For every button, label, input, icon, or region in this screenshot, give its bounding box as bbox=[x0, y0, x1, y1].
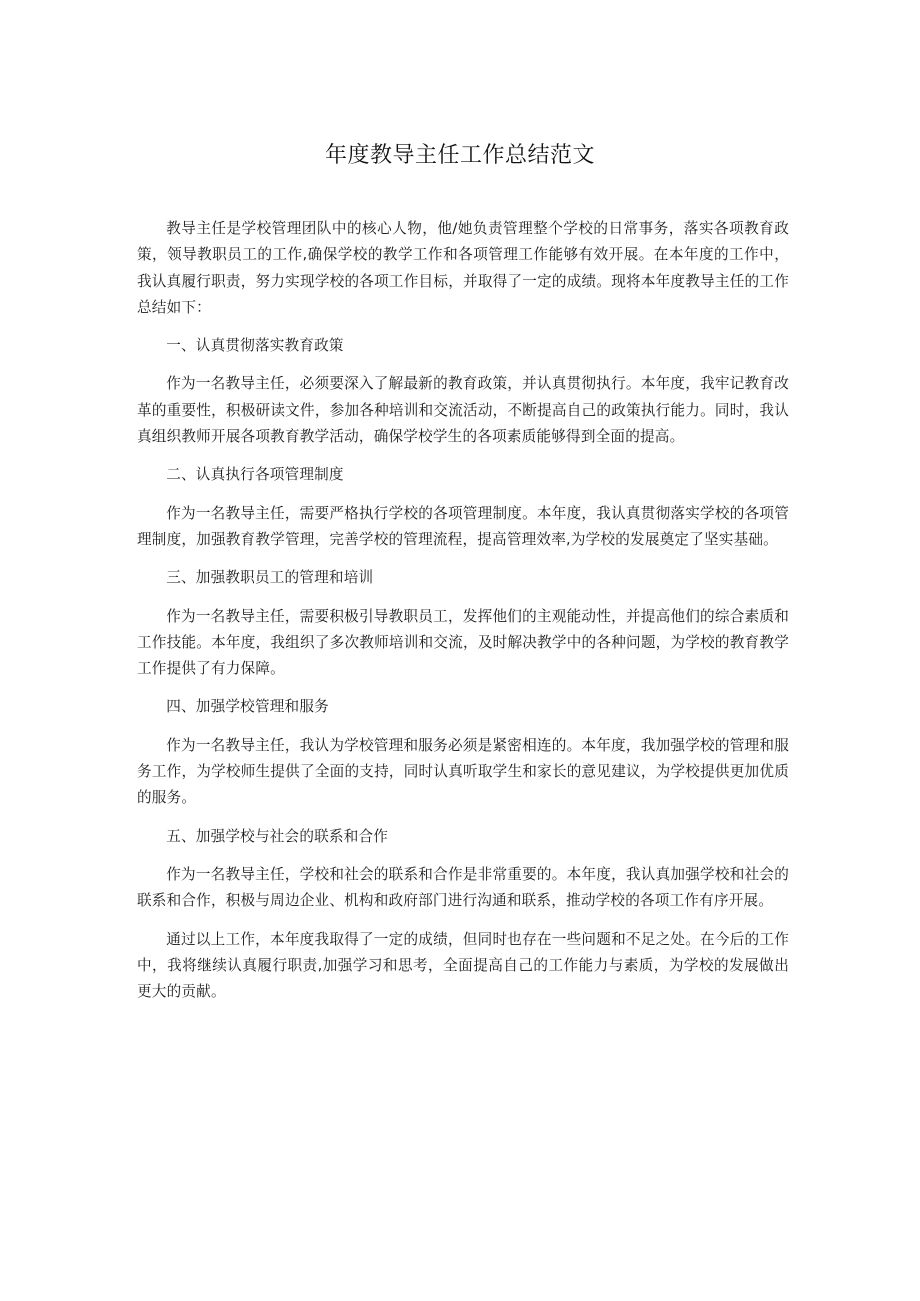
section-body-5: 作为一名教导主任，学校和社会的联系和合作是非常重要的。本年度，我认真加强学校和社会的联系和合作，积极与周边企业、机构和政府部门进行沟通和联系，推动学校的各项工作有序开展。 bbox=[137, 865, 789, 910]
section-body-2: 作为一名教导主任，需要严格执行学校的各项管理制度。本年度，我认真贯彻落实学校的各项管理制度，加强教育教学管理，完善学校的管理流程，提高管理效率,为学校的发展奠定了坚实基础。 bbox=[137, 504, 789, 548]
section-body-3: 作为一名教导主任，需要积极引导教职员工，发挥他们的主观能动性，并提高他们的综合素质和工作技能。本年度，我组织了多次教师培训和交流，及时解决教学中的各种问题，为学校的教育教学工作提供了有力保障。 bbox=[137, 607, 789, 678]
section-body-4: 作为一名教导主任，我认为学校管理和服务必须是紧密相连的。本年度，我加强学校的管理和服务工作，为学校师生提供了全面的支持，同时认真听取学生和家长的意见建议，为学校提供更加优质的服务。 bbox=[137, 736, 789, 807]
section-heading-4: 四、加强学校管理和服务 bbox=[166, 698, 329, 716]
document-body bbox=[137, 216, 789, 1017]
conclusion-paragraph: 通过以上工作，本年度我取得了一定的成绩，但同时也存在一些问题和不足之处。在今后的工作中，我将继续认真履行职责,加强学习和思考，全面提高自己的工作能力与素质，为学校的发展做出更大的贡献。 bbox=[137, 930, 789, 1001]
section-heading-5: 五、加强学校与社会的联系和合作 bbox=[166, 827, 389, 845]
section-heading-2: 二、认真执行各项管理制度 bbox=[166, 466, 344, 484]
section-heading-3: 三、加强教职员工的管理和培训 bbox=[166, 569, 374, 587]
section-body-1: 作为一名教导主任，必须要深入了解最新的教育政策，并认真贯彻执行。本年度，我牢记教育改革的重要性，积极研读文件，参加各种培训和交流活动，不断提高自己的政策执行能力。同时，我认真组织教师开展各项教育教学活动，确保学校学生的各项素质能够得到全面的提高。 bbox=[137, 375, 789, 446]
document-title: 年度教导主任工作总结范文 bbox=[324, 143, 595, 168]
section-heading-1: 一、认真贯彻落实教育政策 bbox=[166, 337, 344, 355]
intro-paragraph: 教导主任是学校管理团队中的核心人物，他/她负责管理整个学校的日常事务，落实各项教育政策，领导教职员工的工作,确保学校的教学工作和各项管理工作能够有效开展。在本年度的工作中，我认真履行职责，努力实现学校的各项工作目标，并取得了一定的成绩。现将本年度教导主任的工作总结如下： bbox=[137, 220, 789, 316]
